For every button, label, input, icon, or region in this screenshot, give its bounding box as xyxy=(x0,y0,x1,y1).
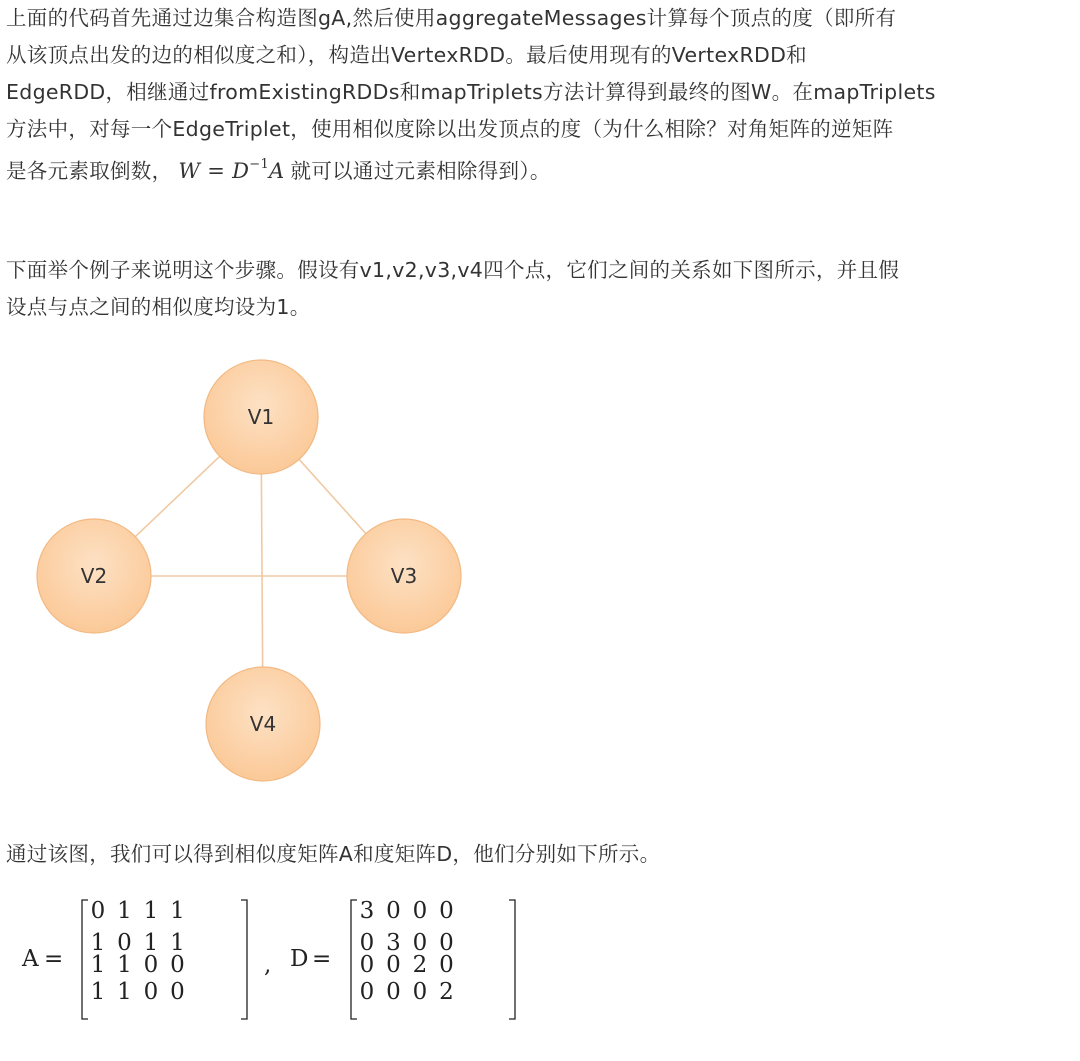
right-bracket xyxy=(241,900,247,1019)
text-line: 上面的代码首先通过边集合构造图gA,然后使用aggregateMessages计算每个顶点的度（即所有 xyxy=(6,6,897,30)
matrix-cell: 1 xyxy=(117,952,132,978)
matrix-cell: 1 xyxy=(90,930,106,956)
matrix-cell: 1 xyxy=(90,952,106,978)
matrix-cell: 0 xyxy=(170,979,185,1005)
formula-rhs: A xyxy=(269,159,285,183)
node-v3 xyxy=(347,519,461,633)
matrix-cell: 0 xyxy=(117,930,132,956)
matrix-separator: , xyxy=(264,952,272,978)
matrix-name: D xyxy=(290,946,309,972)
text-line: 下面举个例子来说明这个步骤。假设有v1,v2,v3,v4四个点，它们之间的关系如下图所示，并且假 xyxy=(6,258,900,282)
matrix-cell: 0 xyxy=(439,952,454,978)
paragraph-2 xyxy=(6,252,1074,326)
text-line: 方法中，对每一个EdgeTriplet，使用相似度除以出发顶点的度（为什么相除？对角矩阵的逆矩阵 xyxy=(6,117,894,141)
matrix-cell: 1 xyxy=(90,979,106,1005)
formula-superscript: −1 xyxy=(249,157,270,172)
matrix-cell: 0 xyxy=(170,952,185,978)
formula-lhs: W = D xyxy=(178,159,250,183)
matrix-cell: 1 xyxy=(170,930,185,956)
matrix-cell: 3 xyxy=(359,898,375,924)
graph-nodes xyxy=(37,360,461,781)
matrix-cell: 1 xyxy=(170,898,185,924)
matrix-cell: 0 xyxy=(143,979,159,1005)
matrix-cell: 0 xyxy=(439,930,454,956)
node-v1 xyxy=(204,360,318,474)
matrix-cell: 0 xyxy=(386,979,401,1005)
matrix-cell: 0 xyxy=(359,979,375,1005)
node-label: V2 xyxy=(80,564,108,588)
paragraph-3 xyxy=(6,836,1074,873)
right-bracket xyxy=(509,900,515,1019)
matrix-equation xyxy=(18,896,558,1026)
text-line: 通过该图，我们可以得到相似度矩阵A和度矩阵D，他们分别如下所示。 xyxy=(6,842,661,866)
matrix-cell: 1 xyxy=(117,979,132,1005)
matrix-name: A xyxy=(22,946,39,972)
paragraph-1 xyxy=(6,0,1074,190)
matrix-cell: 0 xyxy=(412,898,428,924)
node-label: V1 xyxy=(247,405,275,429)
matrix-cell: 2 xyxy=(412,952,428,978)
matrix-cell: 1 xyxy=(143,930,159,956)
graph-diagram xyxy=(36,354,496,794)
text-segment: 就可以通过元素相除得到）。 xyxy=(290,159,551,183)
node-label: V3 xyxy=(390,564,418,588)
matrix-cell: 0 xyxy=(359,952,375,978)
node-v2 xyxy=(37,519,151,633)
matrix-cell: 0 xyxy=(412,979,428,1005)
matrix-cell: 2 xyxy=(439,979,454,1005)
matrix-cell: 0 xyxy=(412,930,428,956)
matrix-cell: 1 xyxy=(143,898,159,924)
matrix-D xyxy=(290,898,515,1019)
matrix-cell: 1 xyxy=(117,898,132,924)
left-bracket xyxy=(82,900,88,1019)
matrix-cell: 0 xyxy=(386,898,401,924)
node-label: V4 xyxy=(249,712,277,736)
text-line: EdgeRDD，相继通过fromExistingRDDs和mapTriplets方法计算得到最终的图W。在mapTriplets xyxy=(6,80,936,104)
matrix-A xyxy=(21,898,247,1019)
matrix-cell: 0 xyxy=(439,898,454,924)
node-v4 xyxy=(206,667,320,781)
matrix-cell: 0 xyxy=(386,952,401,978)
equals-sign: = xyxy=(44,946,64,972)
text-line-with-formula xyxy=(6,148,1074,190)
inline-formula xyxy=(178,159,284,183)
left-bracket xyxy=(351,900,357,1019)
text-line: 从该顶点出发的边的相似度之和），构造出VertexRDD。最后使用现有的VertexRDD和 xyxy=(6,43,807,67)
equals-sign: = xyxy=(312,946,332,972)
matrix-cell: 0 xyxy=(143,952,159,978)
matrix-cell: 0 xyxy=(90,898,106,924)
text-segment: 是各元素取倒数， xyxy=(6,159,173,183)
matrix-cell: 3 xyxy=(386,930,401,956)
text-line: 设点与点之间的相似度均设为1。 xyxy=(6,295,311,319)
matrix-cell: 0 xyxy=(359,930,375,956)
